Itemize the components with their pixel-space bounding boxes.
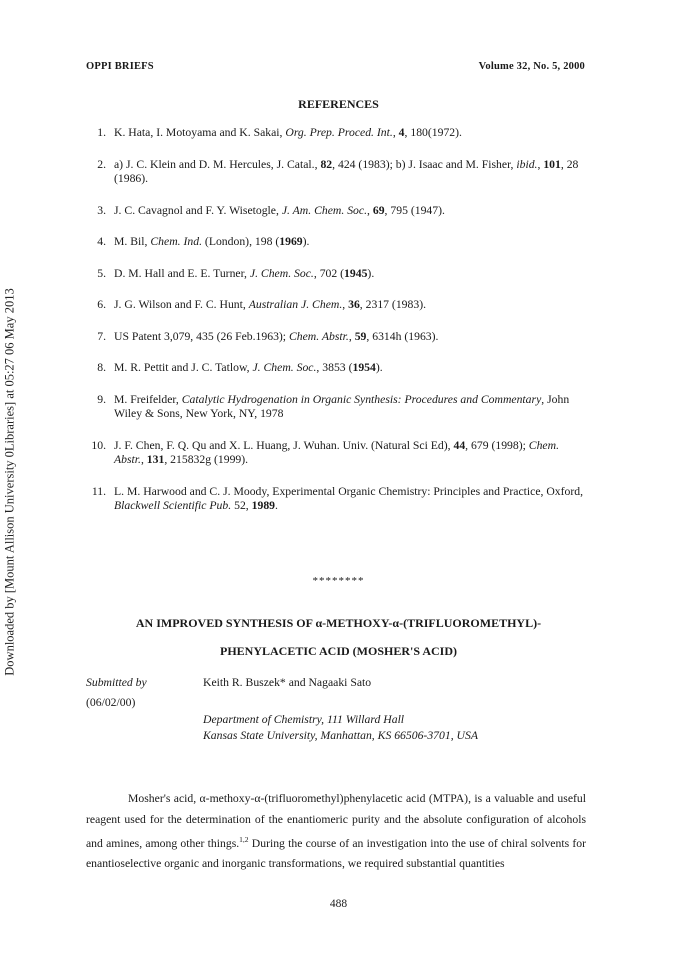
reference-segment: 1954 [352, 361, 376, 374]
reference-text [114, 204, 586, 219]
reference-segment: D. M. Hall and E. E. Turner, [114, 266, 250, 280]
reference-segment: J. G. Wilson and F. C. Hunt, [114, 298, 249, 311]
references-list [86, 126, 586, 531]
reference-segment: J. C. Cavagnol and F. Y. Wisetogle, [114, 203, 282, 217]
reference-segment: , 424 (1983); b) J. Isaac and M. Fisher, [332, 157, 517, 171]
reference-text [114, 235, 586, 250]
reference-item [86, 267, 586, 282]
reference-item [86, 361, 586, 376]
reference-segment: 1989 [251, 499, 275, 512]
body-text-part-2: During the course of an investigation into the use of chiral solvents for enantioselective organic and inorganic transformations, we required substantial quantities [86, 836, 586, 871]
reference-segment: L. M. Harwood and C. J. Moody, Experimental Organic Chemistry: Principles and Practice, Oxford, [114, 484, 584, 498]
reference-number: 2. [97, 157, 106, 171]
reference-segment: a) J. C. Klein and D. M. Hercules, J. Catal., [114, 157, 321, 171]
reference-item [86, 330, 586, 345]
reference-segment: M. Bil, [114, 235, 151, 248]
reference-segment: , 28 (1986). [114, 157, 579, 185]
reference-segment: ibid. [516, 157, 538, 171]
reference-segment: Australian J. Chem. [248, 298, 343, 311]
reference-segment: 1945 [344, 266, 368, 280]
reference-item [86, 439, 586, 468]
reference-text [114, 126, 586, 141]
reference-segment: , 679 (1998); [465, 438, 529, 452]
reference-segment: , [140, 453, 147, 466]
reference-segment: US Patent 3,079, 435 (26 Feb.1963); [114, 329, 289, 343]
reference-segment: 52, [231, 499, 252, 512]
reference-segment: , 3853 ( [316, 361, 353, 374]
reference-segment: , [392, 126, 399, 139]
reference-item [86, 393, 586, 422]
article-title-line-1: AN IMPROVED SYNTHESIS OF α-METHOXY-α-(TRIFLUOROMETHYL)- [135, 616, 542, 630]
reference-segment: K. Hata, I. Motoyama and K. Sakai, [114, 126, 286, 139]
page-number: 488 [329, 898, 348, 910]
reference-segment: 1969 [279, 235, 303, 248]
reference-segment: ). [375, 361, 383, 374]
reference-segment: , 180(1972). [404, 126, 462, 139]
download-watermark-text: Downloaded by [Mount Allison University 0Libraries] at 05:27 06 May 2013 [2, 288, 17, 676]
article-body-paragraph [86, 789, 586, 875]
reference-segment: 36 [348, 298, 360, 311]
reference-item [86, 126, 586, 141]
citation-superscript: 1,2 [239, 835, 249, 844]
reference-item [86, 204, 586, 219]
submitted-date: (06/02/00) [86, 696, 136, 709]
reference-segment: 44 [453, 438, 466, 452]
reference-segment: M. R. Pettit and J. C. Tatlow, [114, 361, 253, 374]
authors: Keith R. Buszek* and Nagaaki Sato [203, 676, 372, 689]
reference-item [86, 235, 586, 250]
reference-text [114, 298, 586, 313]
reference-segment: , [367, 203, 373, 217]
reference-segment: 82 [320, 157, 333, 171]
reference-segment: Chem. Abstr. [114, 438, 559, 466]
reference-number: 10. [91, 438, 106, 452]
reference-segment: M. Freifelder, [114, 392, 182, 406]
reference-segment: 69 [372, 203, 385, 217]
reference-number: 7. [97, 329, 106, 343]
reference-segment: , 702 ( [313, 266, 345, 280]
reference-segment: Blackwell Scientific Pub. [114, 499, 232, 512]
reference-segment: , [537, 157, 544, 171]
reference-segment: . [275, 499, 278, 512]
reference-segment: 4 [398, 126, 405, 139]
reference-segment: 59 [354, 329, 367, 343]
reference-item [86, 485, 586, 514]
reference-segment: 131 [146, 453, 165, 466]
affiliation-line-1: Department of Chemistry, 111 Willard Hall [203, 713, 405, 726]
reference-text [114, 393, 586, 422]
body-text-part-1: Mosher's acid, α-methoxy-α-(trifluoromethyl)phenylacetic acid (MTPA), is a valuable and useful reagent used for the determination of the enantiomeric purity and the absolute configuration of alcohols and amines, among other things. [86, 792, 586, 850]
reference-segment: ). [367, 266, 375, 280]
section-separator: ******** [312, 575, 365, 587]
volume-header: Volume 32, No. 5, 2000 [478, 61, 585, 72]
references-heading: REFERENCES [298, 97, 379, 111]
reference-number: 11. [91, 484, 106, 498]
reference-segment: J. F. Chen, F. Q. Qu and X. L. Huang, J. Wuhan. Univ. (Natural Sci Ed), [114, 438, 454, 452]
affiliation-line-2: Kansas State University, Manhattan, KS 66506-3701, USA [203, 729, 478, 742]
reference-segment: , 795 (1947). [384, 203, 445, 217]
reference-segment: Chem. Ind. [150, 235, 202, 248]
reference-text [114, 361, 586, 376]
reference-segment: , 2317 (1983). [359, 298, 427, 311]
reference-text [114, 267, 586, 282]
reference-segment: , [348, 329, 355, 343]
reference-segment: , [342, 298, 349, 311]
reference-number: 8. [97, 361, 106, 374]
reference-text [114, 330, 586, 345]
reference-number: 3. [97, 203, 106, 217]
reference-text [114, 485, 586, 514]
reference-segment: , 6314h (1963). [366, 329, 439, 343]
journal-section-header: OPPI BRIEFS [86, 61, 154, 72]
reference-segment: Chem. Abstr. [288, 329, 349, 343]
reference-segment: Org. Prep. Proced. Int. [285, 126, 393, 139]
reference-segment: (London), 198 ( [202, 235, 280, 248]
article-title-line-2: PHENYLACETIC ACID (MOSHER'S ACID) [219, 644, 458, 658]
reference-segment: , John Wiley & Sons, New York, NY, 1978 [114, 392, 570, 420]
reference-item [86, 158, 586, 187]
affiliation [203, 712, 478, 744]
reference-segment: J. Chem. Soc. [249, 266, 314, 280]
reference-number: 4. [97, 235, 106, 248]
reference-number: 6. [97, 298, 106, 311]
reference-text [114, 439, 586, 468]
reference-segment: ). [302, 235, 310, 248]
reference-number: 1. [97, 126, 106, 139]
reference-text [114, 158, 586, 187]
reference-segment: J. Am. Chem. Soc. [281, 203, 367, 217]
reference-segment: Catalytic Hydrogenation in Organic Synthesis: Procedures and Commentary [181, 392, 542, 406]
reference-number: 5. [97, 266, 106, 280]
reference-segment: 101 [543, 157, 561, 171]
reference-item [86, 298, 586, 313]
reference-number: 9. [97, 392, 106, 406]
reference-segment: , 215832g (1999). [164, 453, 249, 466]
submitted-by-label: Submitted by [86, 676, 147, 689]
reference-segment: J. Chem. Soc. [252, 361, 317, 374]
